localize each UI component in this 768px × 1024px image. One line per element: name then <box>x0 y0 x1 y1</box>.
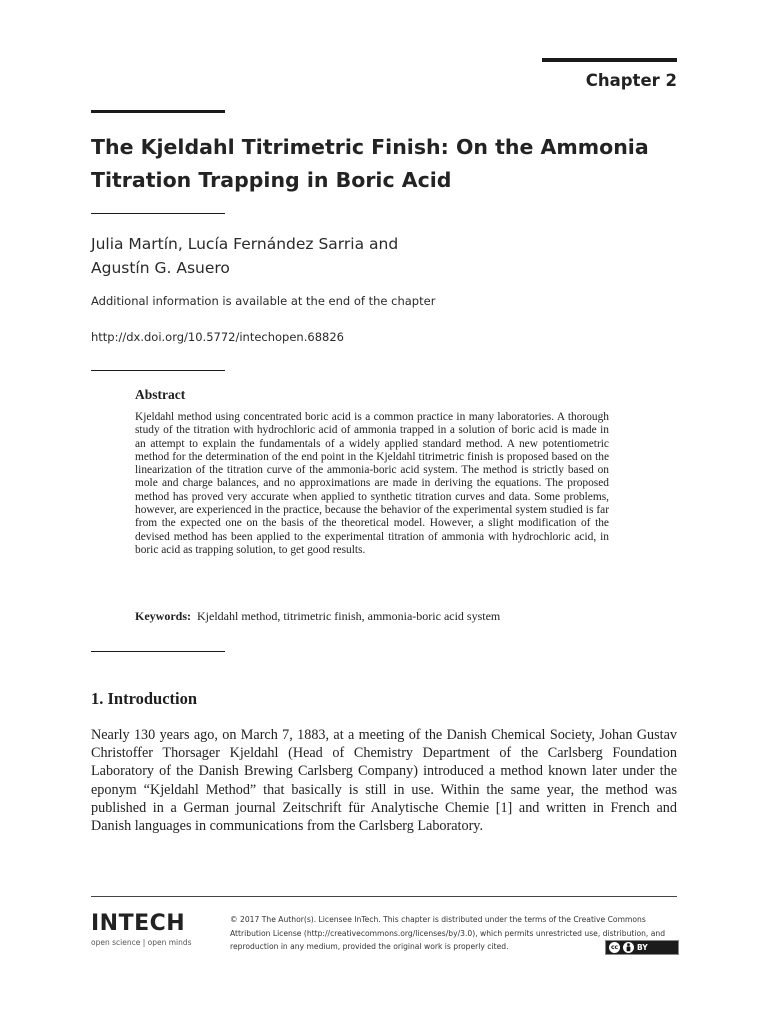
chapter-label: Chapter 2 <box>585 71 677 90</box>
authors-line-1: Julia Martín, Lucía Fernández Sarria and <box>91 235 399 253</box>
cc-by-label: BY <box>637 943 648 952</box>
authors-line-2: Agustín G. Asuero <box>91 259 230 277</box>
logo-wordmark: INTECH <box>91 911 186 936</box>
paper-title: The Kjeldahl Titrimetric Finish: On the Ammonia Titration Trapping in Boric Acid <box>91 135 649 192</box>
title-separator <box>91 213 225 214</box>
logo-tagline: open science | open minds <box>91 938 192 947</box>
chapter-rule <box>542 58 677 62</box>
attribution-person-icon <box>623 942 634 953</box>
footer-rule <box>91 896 677 897</box>
additional-info: Additional information is available at the end of the chapter <box>91 294 436 308</box>
keywords-label: Keywords: <box>135 609 191 623</box>
abstract-separator <box>91 370 225 371</box>
section-heading-introduction: 1. Introduction <box>91 689 198 708</box>
keywords-list: Kjeldahl method, titrimetric finish, ammonia-boric acid system <box>197 609 501 623</box>
doi-link[interactable]: http://dx.doi.org/10.5772/intechopen.68826 <box>91 330 344 344</box>
authors <box>91 232 591 280</box>
introduction-body: Nearly 130 years ago, on March 7, 1883, at a meeting of the Danish Chemical Society, Johan Gustav Christoffer Thorsager Kjeldahl (Head of Chemistry Department of the Carlsberg Foundation Laboratory of the Danish Brewing Carlsberg Company) introduced a method known later under the eponym “Kjeldahl Method” that basically is still in use. Within the same year, the method was published in a German journal Zeitschrift für Analytische Chemie [1] and written in French and Danish languages in communications from the Carlsberg Laboratory. <box>91 727 677 835</box>
keywords <box>135 609 655 624</box>
abstract-body: Kjeldahl method using concentrated boric acid is a common practice in many laboratories. A thorough study of the titration with hydrochloric acid of ammonia trapped in a solution of boric acid is made in an attempt to explain the fundamentals of a widely applied standard method. A new potentiometric method for the determination of the end point in the Kjeldahl titrimetric finish is proposed based on the linearization of the titration curve of the ammonia-boric acid system. The method is strictly based on mole and charge balances, and no approximations are made in deriving the equations. The proposed method has proved very accurate when applied to synthetic titration curves and data. Some problems, however, are experienced in the practice, because the behavior of the experimental system studied is far from the expected one on the basis of the theoretical model. However, a slight modification of the devised method has been applied to the experimental titration of ammonia with hydrochloric acid, in boric acid as trapping solution, to get good results. <box>135 411 609 556</box>
cc-by-badge[interactable] <box>605 940 679 955</box>
intech-logo[interactable] <box>91 912 192 947</box>
license-text: © 2017 The Author(s). Licensee InTech. This chapter is distributed under the terms of the Creative Commons Attribution License (http://creativecommons.org/licenses/by/3.0), which permits unrestricted use, distribution, and reproduction in any medium, provided the original work is properly cited. <box>230 915 666 952</box>
title-rule <box>91 110 225 113</box>
abstract-heading: Abstract <box>135 387 186 402</box>
creative-commons-icon: cc <box>610 944 619 951</box>
keywords-separator <box>91 651 225 652</box>
